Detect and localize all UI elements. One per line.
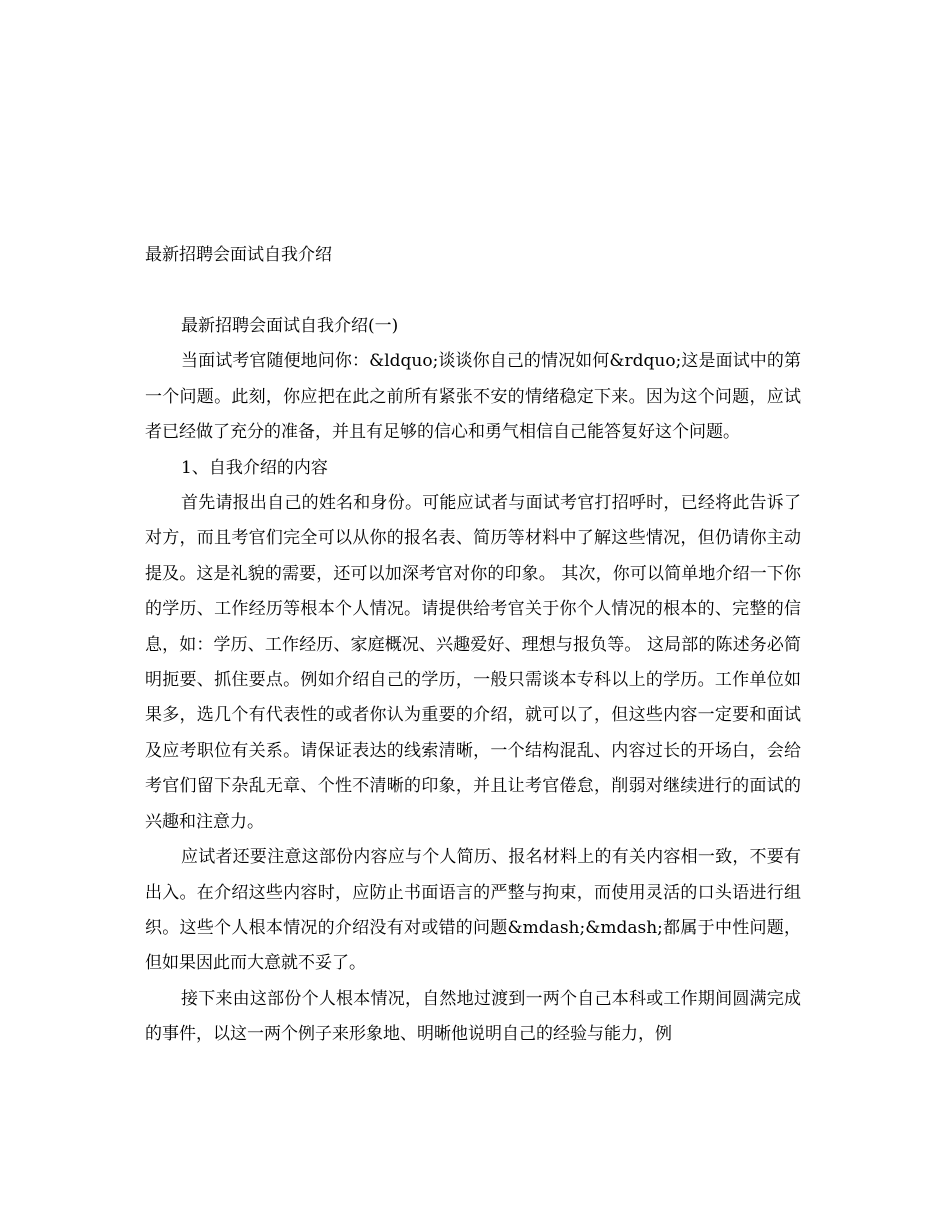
subheading-content: 1、自我介绍的内容 — [181, 457, 328, 478]
document-title: 最新招聘会面试自我介绍 — [145, 245, 332, 265]
document-body — [145, 309, 801, 1053]
paragraph-intro: 当面试考官随便地问你：&ldquo;谈谈你自己的情况如何&rdquo;这是面试中的第一个问题。此刻，你应把在此之前所有紧张不安的情绪稳定下来。因为这个问题，应试者已经做了充分的准备，并且有足够的信心和勇气相信自己能答复好这个问题。 — [145, 351, 801, 443]
paragraph-name-identity: 首先请报出自己的姓名和身份。可能应试者与面试考官打招呼时，已经将此告诉了对方，而且考官们完全可以从你的报名表、简历等材料中了解这些情况，但仍请你主动提及。这是礼貌的需要，还可以加深考官对你的印象。 其次，你可以简单地介绍一下你的学历、工作经历等根本个人情况。请提供给考官关于你个人情况的根本的、完整的信息，如：学历、工作经历、家庭概况、兴趣爱好、理想与报负等。 这局部的陈述务必简明扼要、抓住要点。例如介绍自己的学历，一般只需谈本专科以上的学历。工作单位如果多，选几个有代表性的或者你认为重要的介绍，就可以了，但这些内容一定要和面试及应考职位有关系。请保证表达的线索清晰，一个结构混乱、内容过长的开场白，会给考官们留下杂乱无章、个性不清晰的印象，并且让考官倦怠，削弱对继续进行的面试的兴趣和注意力。 — [145, 493, 801, 832]
paragraph-consistency: 应试者还要注意这部份内容应与个人简历、报名材料上的有关内容相一致，不要有出入。在介绍这些内容时，应防止书面语言的严整与拘束，而使用灵活的口头语进行组织。这些个人根本情况的介绍没有对或错的问题&mdash;&mdash;都属于中性问题，但如果因此而大意就不妥了。 — [145, 847, 801, 974]
paragraph-transition: 接下来由这部份个人根本情况，自然地过渡到一两个自己本科或工作期间圆满完成的事件，以这一两个例子来形象地、明晰他说明自己的经验与能力，例 — [145, 988, 801, 1045]
section-heading: 最新招聘会面试自我介绍(一) — [181, 316, 399, 336]
